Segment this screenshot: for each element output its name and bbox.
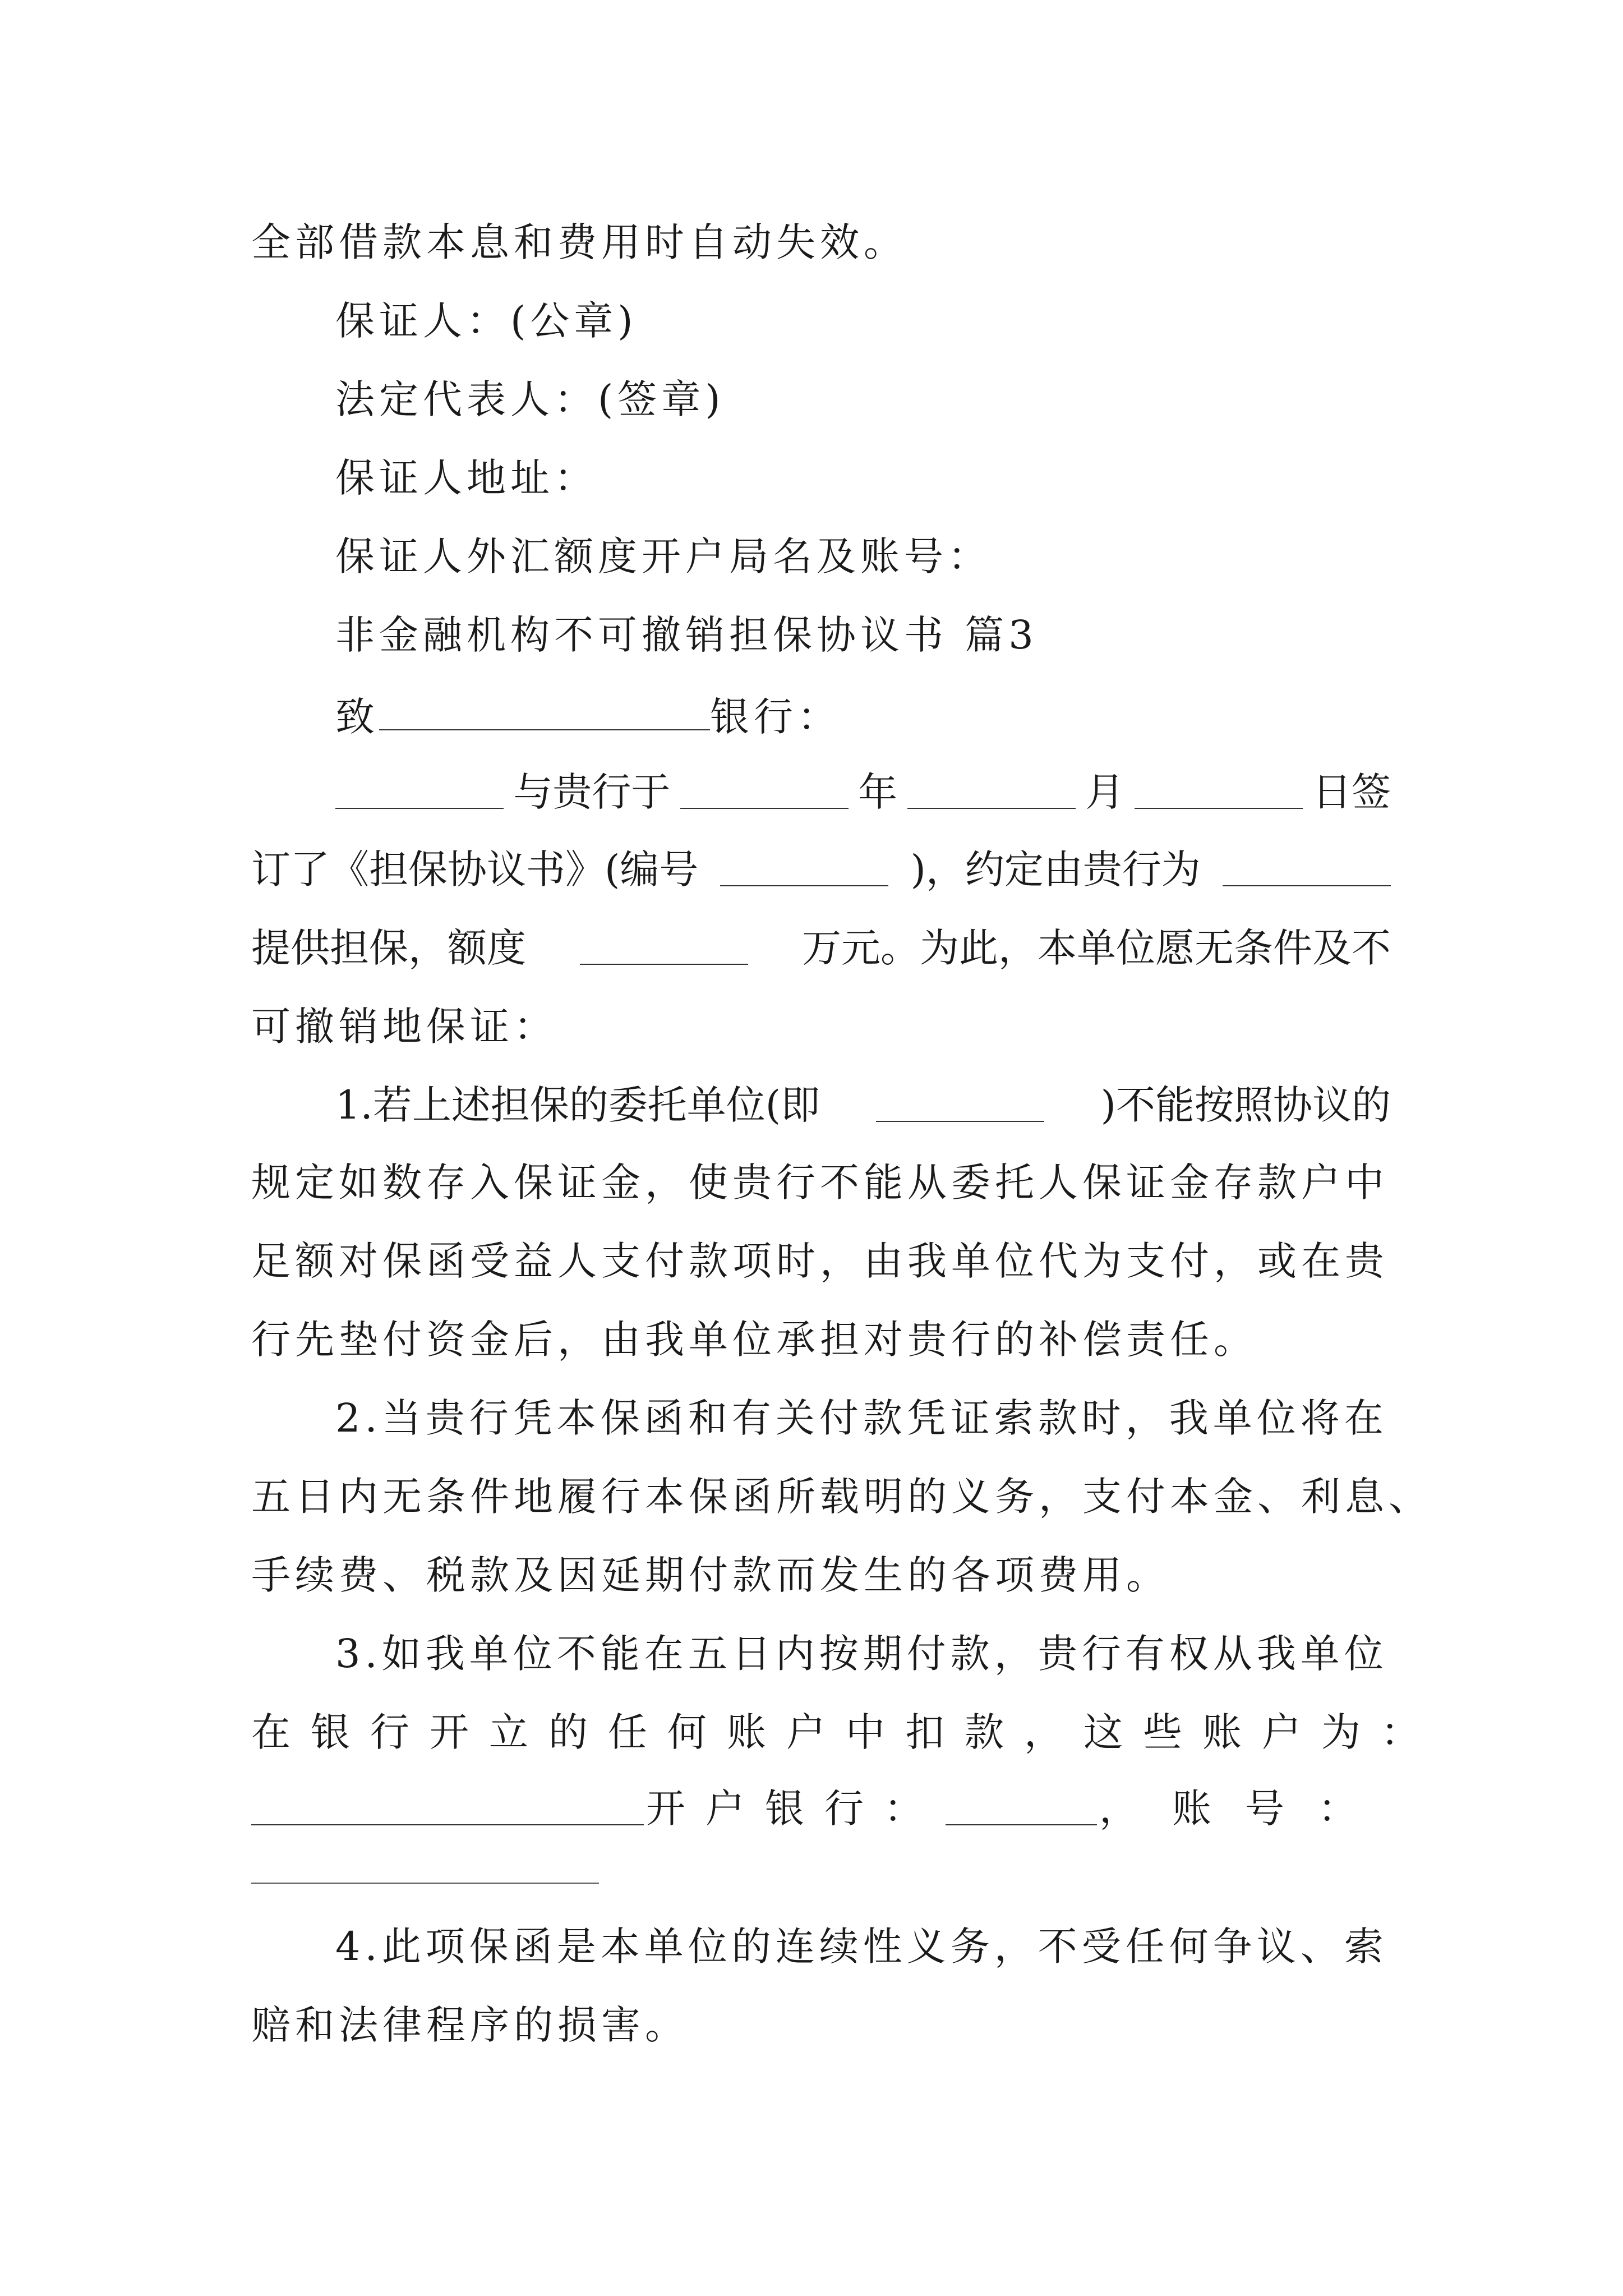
text-fragment: 与贵行于 [513, 769, 671, 815]
text-fragment: 月 [1085, 769, 1125, 815]
clause-3-line: 3.如我单位不能在五日内按期付款，贵行有权从我单位 [335, 1631, 1388, 1677]
legal-representative-line: 法定代表人：(签章) [335, 376, 725, 422]
account-line [251, 1780, 1391, 1837]
text-fragment: 1.若上述担保的委托单位(即 [335, 1082, 820, 1128]
year-blank [680, 764, 849, 809]
addressee-line [335, 685, 1391, 742]
day-blank [1135, 764, 1303, 809]
text-fragment: 订了《担保协议书》(编号 [251, 846, 699, 892]
text-line: 赔和法律程序的损害。 [251, 2002, 689, 2048]
text-line: 行先垫付资金后，由我单位承担对贵行的补偿责任。 [251, 1317, 1257, 1363]
agreement-date-line [335, 764, 1391, 820]
text-line: 手续费、税款及因延期付款而发生的各项费用。 [251, 1552, 1170, 1598]
entrusting-unit-blank [876, 1077, 1044, 1122]
clause-4-line: 4.此项保函是本单位的连续性义务，不受任何争议、索 [335, 1924, 1388, 1970]
text-fragment: 日签 [1312, 769, 1391, 815]
month-blank [907, 764, 1076, 809]
amount-line [251, 920, 1391, 976]
text-line: 足额对保函受益人支付款项时，由我单位代为支付，或在贵 [251, 1238, 1389, 1284]
agreement-number-line [251, 841, 1391, 898]
section-title: 非金融机构不可撤销担保协议书 篇3 [335, 612, 1038, 658]
opening-bank-blank [946, 1780, 1097, 1825]
guarantor-seal-line: 保证人：(公章) [335, 298, 638, 344]
text-line: 规定如数存入保证金，使贵行不能从委托人保证金存款户中 [251, 1159, 1389, 1205]
text-fragment: )，约定由贵行为 [910, 846, 1201, 892]
account-number-blank [251, 1883, 599, 1884]
text-fragment: 开户银行： [646, 1786, 943, 1832]
text-fragment: ，账号： [1099, 1786, 1391, 1832]
addressee-prefix: 致 [335, 694, 379, 740]
clause-1-line [335, 1077, 1391, 1133]
party-blank [335, 764, 504, 809]
addressee-suffix: 银行： [710, 694, 841, 740]
bank-name-blank [379, 685, 710, 730]
text-fragment: 年 [858, 769, 898, 815]
text-line: 全部借款本息和费用时自动失效。 [251, 219, 907, 265]
text-fragment: 万元。为此，本单位愿无条件及不 [802, 925, 1391, 971]
account-blank [251, 1780, 644, 1825]
text-fragment: 提供担保，额度 [251, 925, 526, 971]
guarantor-address-line: 保证人地址： [335, 455, 598, 501]
text-line: 五日内无条件地履行本保函所载明的义务，支付本金、利息、 [251, 1474, 1432, 1520]
text-line: 可撤销地保证： [251, 1004, 557, 1050]
text-fragment: )不能按照协议的 [1100, 1082, 1391, 1128]
amount-blank [580, 920, 748, 965]
guarantor-account-line: 保证人外汇额度开户局名及账号： [335, 533, 992, 579]
agreement-number-blank [720, 841, 888, 886]
text-line: 在银行开立的任何账户中扣款，这些账户为： [251, 1709, 1440, 1755]
beneficiary-blank [1223, 841, 1391, 886]
clause-2-line: 2.当贵行凭本保函和有关付款凭证索款时，我单位将在 [335, 1395, 1388, 1441]
